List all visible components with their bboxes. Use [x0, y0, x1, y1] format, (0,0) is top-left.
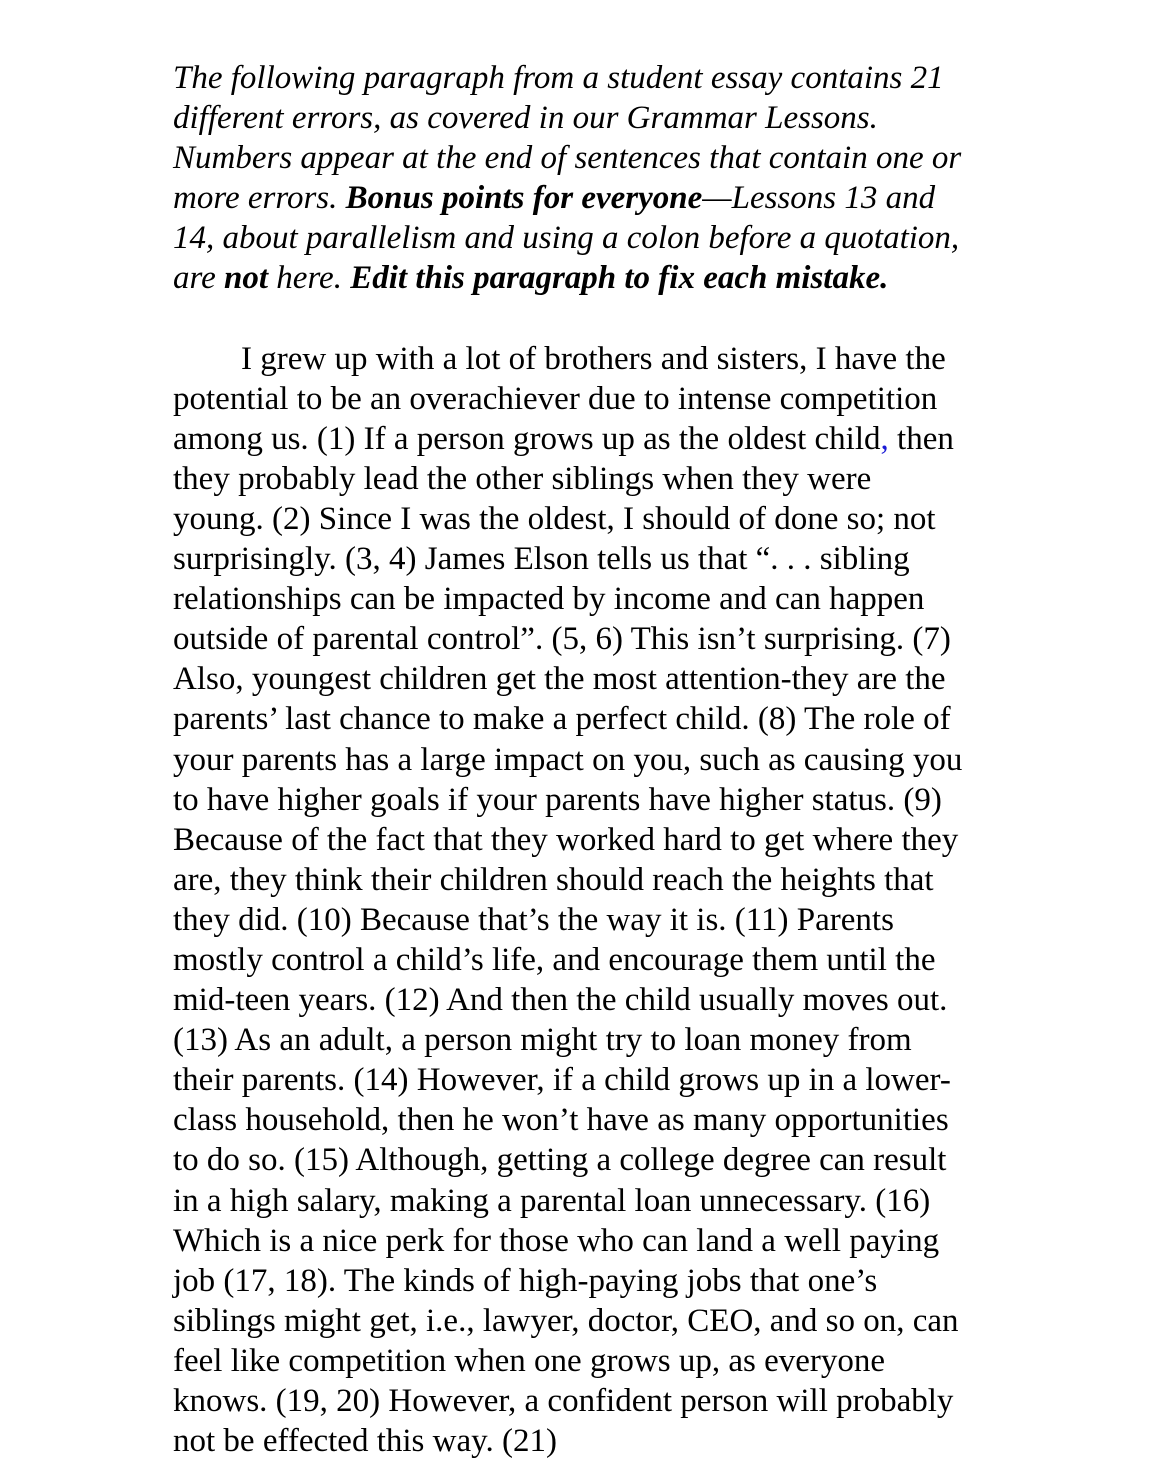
instructions-text: here.	[268, 260, 351, 297]
essay-line: not be effected this way. (21)	[173, 1423, 557, 1460]
instructions-text: —Lessons 13 and	[702, 180, 936, 217]
instructions-line: Numbers appear at the end of sentences that contain one or	[173, 140, 962, 177]
essay-line: class household, then he won’t have as many opportunities	[173, 1102, 949, 1139]
not-emphasis: not	[224, 260, 269, 297]
essay-line: mid-teen years. (12) And then the child usually moves out.	[173, 982, 948, 1019]
instructions-line: 14, about parallelism and using a colon before a quotation,	[173, 220, 960, 257]
instructions-paragraph	[173, 58, 1013, 299]
essay-text: among us. (1) If a person grows up as the oldest child	[173, 420, 881, 457]
essay-line: potential to be an overachiever due to intense competition	[173, 380, 938, 417]
essay-line: Also, youngest children get the most attention-they are the	[173, 661, 946, 698]
essay-line: job (17, 18). The kinds of high-paying jobs that one’s	[173, 1262, 878, 1299]
essay-line: Because of the fact that they worked hard to get where they	[173, 821, 959, 858]
essay-line: young. (2) Since I was the oldest, I should of done so; not	[173, 500, 936, 537]
instructions-line	[173, 178, 1013, 218]
instructions-text: more errors.	[173, 180, 346, 217]
essay-line: parents’ last chance to make a perfect child. (8) The role of	[173, 701, 951, 738]
instructions-text: are	[173, 260, 225, 297]
essay-line	[173, 419, 1013, 459]
instructions-line: The following paragraph from a student essay contains 21	[173, 60, 944, 96]
essay-line: in a high salary, making a parental loan unnecessary. (16)	[173, 1182, 931, 1219]
essay-line: I grew up with a lot of brothers and sisters, I have the	[241, 340, 946, 377]
essay-line: siblings might get, i.e., lawyer, doctor, CEO, and so on, can	[173, 1302, 959, 1339]
essay-line: to do so. (15) Although, getting a college degree can result	[173, 1142, 947, 1179]
essay-line: mostly control a child’s life, and encourage them until the	[173, 941, 936, 978]
essay-text: then	[888, 420, 954, 457]
essay-line: they probably lead the other siblings when they were	[173, 460, 872, 497]
highlighted-comma: ,	[880, 420, 889, 457]
document-page	[173, 58, 1013, 1461]
essay-line: outside of parental control”. (5, 6) This isn’t surprising. (7)	[173, 621, 951, 658]
essay-line: feel like competition when one grows up, as everyone	[173, 1342, 886, 1379]
bonus-points-emphasis: Bonus points for everyone	[345, 180, 703, 217]
essay-line: relationships can be impacted by income and can happen	[173, 581, 925, 618]
essay-line: your parents has a large impact on you, such as causing you	[173, 741, 963, 778]
essay-line: Which is a nice perk for those who can land a well paying	[173, 1222, 940, 1259]
essay-line: are, they think their children should reach the heights that	[173, 861, 934, 898]
essay-line: (13) As an adult, a person might try to loan money from	[173, 1022, 912, 1059]
essay-line: to have higher goals if your parents have higher status. (9)	[173, 781, 942, 818]
essay-line: they did. (10) Because that’s the way it is. (11) Parents	[173, 901, 894, 938]
essay-paragraph	[173, 339, 1013, 1462]
essay-line: their parents. (14) However, if a child grows up in a lower-	[173, 1062, 951, 1099]
instructions-line: different errors, as covered in our Grammar Lessons.	[173, 100, 878, 137]
instructions-line	[173, 258, 1013, 298]
essay-line: surprisingly. (3, 4) James Elson tells us that “. . . sibling	[173, 541, 910, 578]
essay-line: knows. (19, 20) However, a confident person will probably	[173, 1383, 954, 1419]
edit-instruction-emphasis: Edit this paragraph to fix each mistake.	[350, 260, 889, 297]
